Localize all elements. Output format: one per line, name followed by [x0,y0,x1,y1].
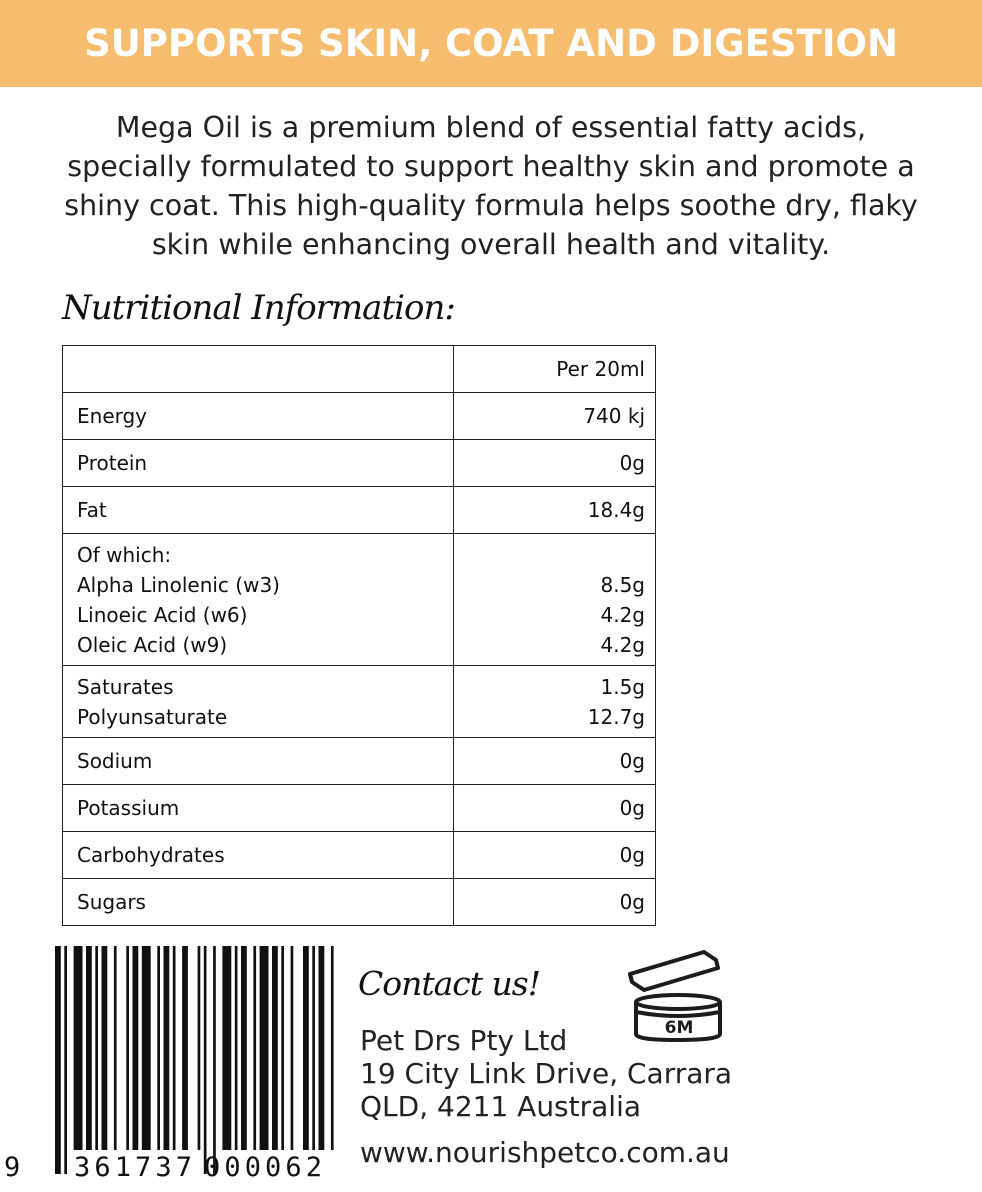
row-label: Fat [63,487,454,534]
row-label: Saturates [77,674,174,699]
banner-title: SUPPORTS SKIN, COAT AND DIGESTION [84,22,898,65]
description-line: specially formulated to support healthy skin and promote a [67,150,915,183]
barcode-bar [319,946,325,1150]
saturation-labels [63,666,454,738]
table-row-saturation [63,666,656,738]
barcode-bar [241,946,247,1150]
company-name: Pet Drs Pty Ltd [360,1024,568,1057]
barcode-bar [182,946,188,1150]
barcode-bar [142,946,151,1150]
barcode-bar [126,946,129,1150]
barcode-bars [55,946,334,1174]
barcode-bar [260,946,269,1150]
header-banner [0,0,982,87]
description-line: skin while enhancing overall health and vitality. [151,228,831,261]
barcode-left-digits: 361737 [74,1152,192,1180]
table-row [63,440,656,487]
row-label: Potassium [63,785,454,832]
description-line: Mega Oil is a premium blend of essential fatty acids, [115,111,867,144]
spacer-line [468,540,645,570]
barcode [0,944,340,1180]
row-label: Linoeic Acid (w6) [77,602,248,627]
table-row-fatty-acids [63,534,656,666]
region-address: QLD, 4211 Australia [360,1090,642,1123]
fatty-acids-labels [63,534,454,666]
row-value: 0g [454,832,656,879]
row-value: 0g [454,879,656,926]
table-row [63,879,656,926]
barcode-bar [64,946,67,1174]
barcode-first-digit: 9 [4,1152,21,1180]
row-value: 1.5g [600,674,645,699]
fatty-acids-values [454,534,656,666]
row-label: Alpha Linolenic (w3) [77,572,280,597]
nutrition-heading: Nutritional Information: [62,288,455,328]
row-label: Sodium [63,738,454,785]
barcode-bar [222,946,231,1150]
pao-label: 6M [664,1018,694,1038]
barcode-bar [281,946,284,1150]
contact-heading: Contact us! [358,964,540,1003]
row-label: Energy [63,393,454,440]
row-value: 0g [454,738,656,785]
barcode-bar [235,946,238,1150]
table-row [63,393,656,440]
barcode-bar [204,946,207,1174]
barcode-bar [157,946,160,1150]
barcode-bar [133,946,139,1150]
barcode-bar [198,946,201,1150]
barcode-bar [74,946,83,1150]
product-description [20,108,962,264]
barcode-bar [303,946,309,1150]
table-row [63,785,656,832]
header-label-cell [63,346,454,393]
row-value: 12.7g [587,704,645,729]
row-value: 4.2g [600,632,645,657]
street-address: 19 City Link Drive, Carrara [360,1057,733,1090]
description-line: shiny coat. This high-quality formula helps soothe dry, flaky [64,189,918,222]
of-which-label: Of which: [77,542,172,567]
row-value: 4.2g [600,602,645,627]
barcode-bar [86,946,92,1150]
row-value: 740 kj [454,393,656,440]
website-link[interactable]: www.nourishpetco.com.au [360,1136,730,1169]
row-value: 0g [454,785,656,832]
row-label: Polyunsaturate [77,704,228,729]
row-label: Carbohydrates [63,832,454,879]
address-block [360,1024,732,1123]
row-label: Oleic Acid (w9) [77,632,228,657]
saturation-values [454,666,656,738]
barcode-bar [95,946,98,1150]
table-header-row [63,346,656,393]
barcode-bar [253,946,256,1150]
barcode-bar [272,946,278,1150]
row-label: Sugars [63,879,454,926]
barcode-bar [331,946,334,1150]
row-value: 0g [454,440,656,487]
nutrition-table [62,345,656,926]
table-row [63,738,656,785]
barcode-bar [213,946,216,1174]
barcode-bar [102,946,108,1150]
barcode-bar [291,946,294,1150]
row-value: 8.5g [600,572,645,597]
table-row [63,832,656,879]
barcode-bar [173,946,176,1150]
header-value-cell: Per 20ml [454,346,656,393]
barcode-bar [164,946,170,1150]
barcode-bar [114,946,117,1150]
barcode-bar [55,946,61,1174]
table-row [63,487,656,534]
row-label: Protein [63,440,454,487]
barcode-right-digits: 000062 [204,1152,322,1180]
row-value: 18.4g [454,487,656,534]
barcode-bar [312,946,315,1150]
